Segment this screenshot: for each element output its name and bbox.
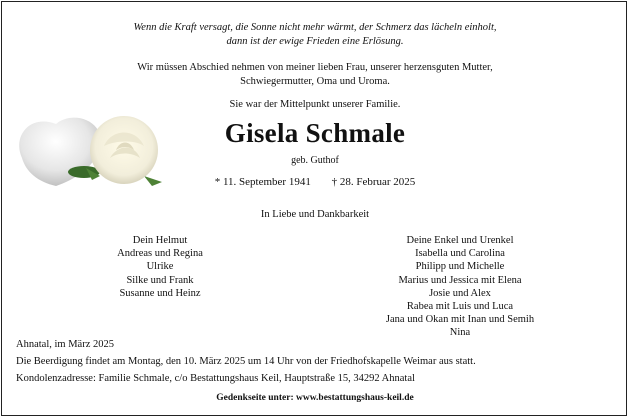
- intro-line-1: Wir müssen Abschied nehmen von meiner lieben Frau, unserer herzensguten Mutter,: [137, 62, 493, 73]
- mourner: Rabea mit Luis und Luca: [406, 301, 514, 313]
- thanks-line: In Liebe und Dankbarkeit: [260, 209, 370, 220]
- intro-line-2: Schwiegermutter, Oma und Uroma.: [240, 76, 390, 87]
- funeral-info: Die Beerdigung findet am Montag, den 10. März 2025 um 14 Uhr von der Friedhofskapelle Weimar aus statt.: [16, 356, 476, 367]
- mourners-right: [360, 234, 560, 340]
- memorial-page-link[interactable]: Gedenkseite unter: www.bestattungshaus-keil.de: [216, 393, 414, 403]
- birth-date: * 11. September 1941: [214, 176, 311, 188]
- place-date: Ahnatal, im März 2025: [16, 339, 114, 350]
- mourner: Isabella und Carolina: [415, 248, 505, 260]
- motto-line-1: Wenn die Kraft versagt, die Sonne nicht mehr wärmt, der Schmerz das lächeln einholt,: [133, 22, 497, 33]
- mourner: Josie und Alex: [429, 287, 491, 299]
- maiden-name: geb. Guthof: [291, 155, 339, 166]
- mourner: Nina: [449, 327, 471, 339]
- motto-line-2: dann ist der ewige Frieden eine Erlösung.: [226, 36, 404, 47]
- mourner: Andreas und Regina: [117, 248, 203, 260]
- mourner: Dein Helmut: [132, 235, 188, 246]
- motto: [0, 21, 630, 49]
- life-dates: [0, 176, 630, 188]
- mourner: Philipp und Michelle: [415, 261, 505, 273]
- mourners-left: [60, 234, 260, 300]
- deceased-name: Gisela Schmale: [224, 118, 406, 148]
- mourner: Silke und Frank: [126, 274, 194, 286]
- mourner: Jana und Okan mit Inan und Semih: [385, 314, 535, 326]
- death-date: † 28. Februar 2025: [331, 176, 416, 188]
- mourner: Ulrike: [146, 261, 174, 273]
- center-line: Sie war der Mittelpunkt unserer Familie.: [229, 99, 401, 110]
- mourner: Deine Enkel und Urenkel: [406, 235, 514, 246]
- intro-text: [0, 61, 630, 89]
- mourner: Marius und Jessica mit Elena: [398, 274, 522, 286]
- condolence-address: Kondolenzadresse: Familie Schmale, c/o Bestattungshaus Keil, Hauptstraße 15, 34292 Ahnatal: [16, 373, 415, 384]
- mourner: Susanne und Heinz: [119, 287, 201, 299]
